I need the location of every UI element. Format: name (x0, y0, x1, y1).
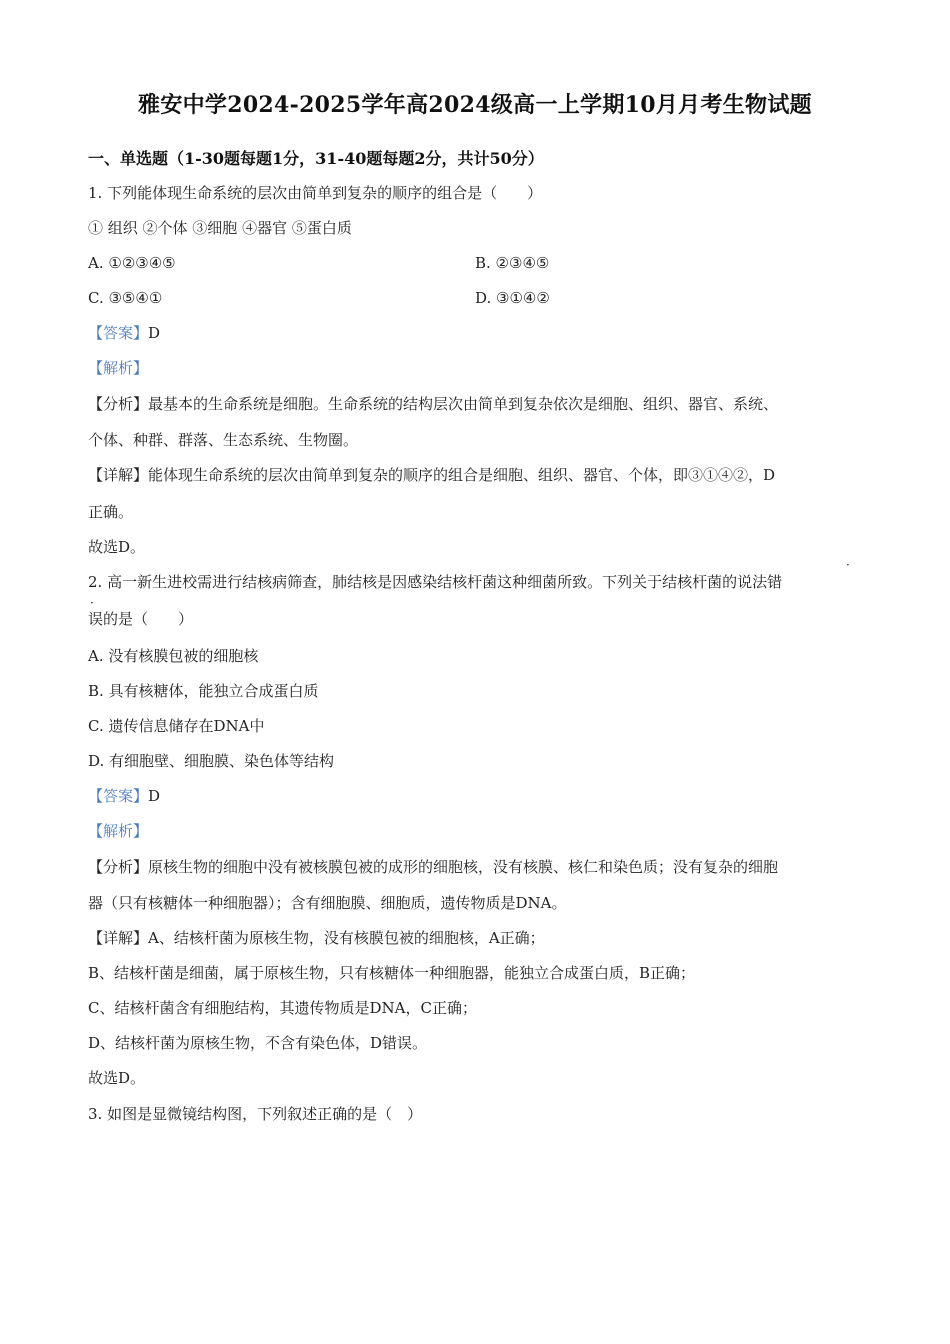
q1-option-a: A. ①②③④⑤ (88, 254, 176, 272)
fenxi-text: 最基本的生命系统是细胞。生命系统的结构层次由简单到复杂依次是细胞、组织、器官、系统、 (148, 395, 779, 413)
analysis-tag: 【解析】 (88, 359, 149, 377)
fenxi-text: 原核生物的细胞中没有被核膜包被的成形的细胞核，没有核膜、核仁和染色质；没有复杂的细胞 (148, 858, 779, 876)
q2-option-a: A. 没有核膜包被的细胞核 (88, 647, 259, 665)
q2-option-c: C. 遗传信息储存在DNA中 (88, 717, 265, 735)
q1-analysis-tag (88, 358, 148, 378)
q2-xiangjie-c: C、结核杆菌含有细胞结构，其遗传物质是DNA，C正确； (88, 999, 477, 1017)
xiangjie-tag: 【详解】 (88, 466, 149, 484)
section-heading: 一、单选题（1-30题每题1分，31-40题每题2分，共计50分） (88, 149, 544, 168)
q2-fenxi-line-2: 器（只有核糖体一种细胞器）；含有细胞膜、细胞质，遗传物质是DNA。 (88, 894, 567, 912)
q2-conclusion: 故选D。 (88, 1069, 146, 1087)
answer-value: D (148, 324, 161, 342)
q2-stem-line-1: 2. 高一新生进校需进行结核病筛查，肺结核是因感染结核杆菌这种细菌所致。下列关于结核杆菌的说法错 (88, 573, 783, 591)
answer-value: D (148, 787, 161, 805)
q1-option-b: B. ②③④⑤ (475, 254, 550, 272)
emphasis-dot: · (846, 558, 850, 572)
q1-stem: 1. 下列能体现生命系统的层次由简单到复杂的顺序的组合是（ ） (88, 184, 543, 202)
answer-tag: 【答案】 (88, 324, 149, 342)
fenxi-tag: 【分析】 (88, 395, 149, 413)
emphasis-dot: · (90, 596, 94, 610)
q2-stem-line-2: 误的是（ ） (88, 610, 194, 628)
q1-conclusion: 故选D。 (88, 538, 146, 556)
q1-items: ① 组织 ②个体 ③细胞 ④器官 ⑤蛋白质 (88, 219, 352, 237)
analysis-tag: 【解析】 (88, 822, 149, 840)
q2-xiangjie-a (88, 928, 545, 948)
q1-xiangjie-line-2: 正确。 (88, 503, 134, 521)
q1-option-c: C. ③⑤④① (88, 289, 163, 307)
xiangjie-tag: 【详解】 (88, 929, 149, 947)
q1-fenxi-line-1 (88, 394, 778, 414)
q1-fenxi-line-2: 个体、种群、群落、生态系统、生物圈。 (88, 431, 359, 449)
q2-answer (88, 786, 160, 806)
answer-tag: 【答案】 (88, 787, 149, 805)
q1-option-d: D. ③①④② (475, 289, 550, 307)
page-title: 雅安中学2024-2025学年高2024级高一上学期10月月考生物试题 (138, 92, 812, 118)
xiangjie-text: 能体现生命系统的层次由简单到复杂的顺序的组合是细胞、组织、器官、个体，即③①④②，D (148, 466, 776, 484)
q2-fenxi-line-1 (88, 857, 778, 877)
q2-analysis-tag (88, 821, 148, 841)
q3-stem: 3. 如图是显微镜结构图，下列叙述正确的是（ ） (88, 1105, 423, 1123)
q2-xiangjie-b: B、结核杆菌是细菌，属于原核生物，只有核糖体一种细胞器，能独立合成蛋白质，B正确； (88, 964, 696, 982)
q1-answer (88, 323, 160, 343)
q2-option-d: D. 有细胞壁、细胞膜、染色体等结构 (88, 752, 335, 770)
q1-xiangjie-line-1 (88, 465, 775, 485)
xiangjie-text: A、结核杆菌为原核生物，没有核膜包被的细胞核，A正确； (148, 929, 545, 947)
q2-xiangjie-d: D、结核杆菌为原核生物，不含有染色体，D错误。 (88, 1034, 428, 1052)
fenxi-tag: 【分析】 (88, 858, 149, 876)
q2-option-b: B. 具有核糖体，能独立合成蛋白质 (88, 682, 319, 700)
